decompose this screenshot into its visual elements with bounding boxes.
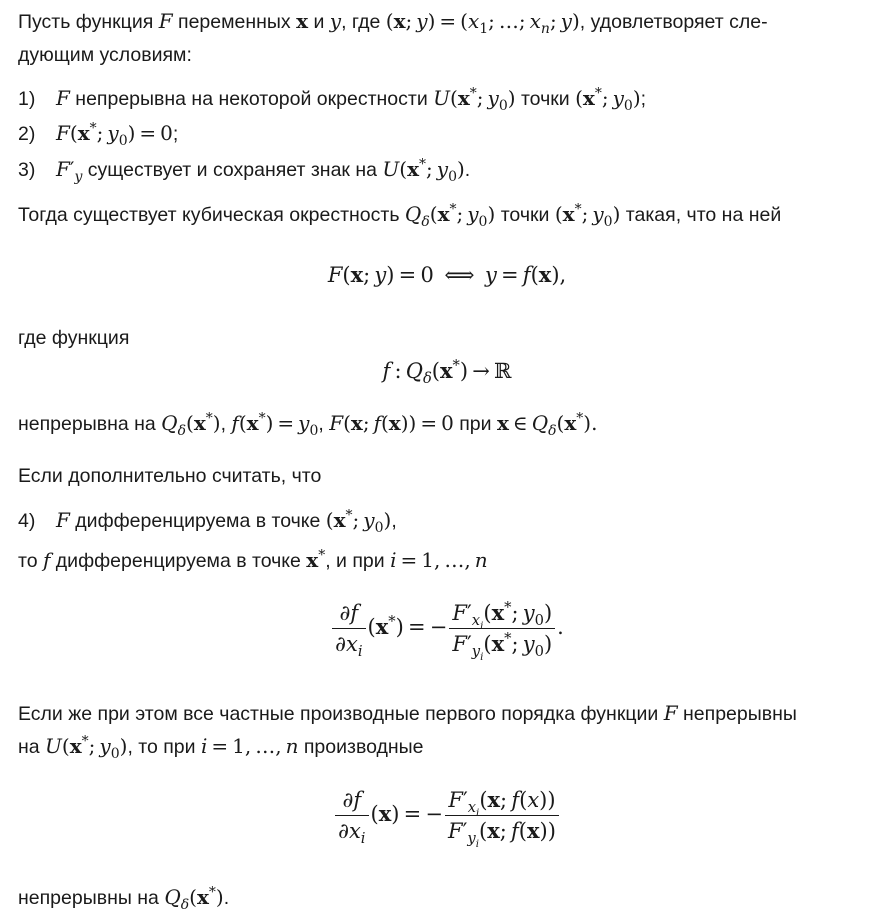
partials-text: производные: [298, 736, 424, 758]
conclusion-text: дифференцируема в точке: [50, 550, 307, 572]
additionally-text: Если дополнительно считать, что: [18, 465, 322, 487]
condition-2: 2) F(x*; $y_0) = 0$;: [18, 120, 179, 149]
continuous-text: непрерывна на: [18, 413, 162, 435]
mapping-formula: f : $Q_\delta(x^*)$ → ℝ: [382, 357, 512, 388]
condition-text: .: [464, 159, 471, 181]
intro-line-2: [18, 42, 882, 68]
final-line: непрерывны на $Q_\delta(x^*)$.: [18, 884, 230, 913]
then-text: Тогда существует кубическая окрестность: [18, 204, 405, 226]
condition-3: 3) $F'_y$ существует и сохраняет знак на U(x*; $y_0$).: [18, 156, 471, 185]
condition-4: 4) F дифференцируема в точке (x*; $y_0$),: [18, 507, 397, 536]
then-text: такая, что на ней: [620, 204, 782, 226]
conclusion-text: , и при: [325, 550, 391, 572]
partials-text: непрерывны: [677, 703, 797, 725]
conclusion-line: то f дифференцируема в точке x*, и при i = 1, …, n: [18, 547, 488, 572]
condition-text: существует и сохраняет знак на: [82, 159, 383, 181]
partials-line-2: на U(x*; $y_0$), то при i = 1, …, n производные: [18, 733, 424, 762]
condition-1: 1) F непрерывна на некоторой окрестности U(x*; $y_0$) точки (x*; $y_0$);: [18, 85, 647, 114]
continuous-text: при: [453, 413, 497, 435]
where-function-line: [18, 325, 882, 351]
intro-text: переменных: [172, 11, 297, 33]
where-function-text: где функция: [18, 327, 130, 349]
condition-text: ;: [172, 123, 179, 145]
partials-text: Если же при этом все частные производные первого порядка функции: [18, 703, 664, 725]
condition-text: точки: [515, 88, 576, 110]
intro-text: и: [308, 11, 330, 33]
equivalence-formula: F(x; y) = 0 ⟺ y = f(x),: [327, 262, 567, 287]
condition-text: ,: [391, 510, 397, 532]
partials-text: , то при: [127, 736, 201, 758]
conclusion-text: то: [18, 550, 43, 572]
condition-number: 3): [18, 159, 36, 181]
final-text: .: [223, 887, 230, 909]
intro-text: , где: [341, 11, 386, 33]
condition-number: 1): [18, 88, 36, 110]
derivative-formula-1: $\frac{\partial f}{\partial x_i}$ (x*) = − $\frac{F'_{x_i}(x^*; y_0)}{F'_{y_i}(x^*; y_0)}$ .: [0, 598, 894, 659]
final-text: непрерывны на: [18, 887, 165, 909]
continuous-line: непрерывна на $Q_\delta(x^*)$, $f(x^*) = y_0$, F(x; f(x)) = 0 при x ∈ $Q_\delta(x^*)$.: [18, 410, 598, 439]
intro-text: дующим условиям:: [18, 44, 192, 66]
intro-text: Пусть функция: [18, 11, 159, 33]
continuous-text: ,: [220, 413, 232, 435]
continuous-text: ,: [318, 413, 330, 435]
derivative-formula-2: $\frac{\partial f}{\partial x_i}$ (x) = − $\frac{F'_{x_i}(x; f(x))}{F'_{y_i}(x; f(x))}$: [0, 785, 894, 846]
then-text: точки: [495, 204, 555, 226]
condition-number: 2): [18, 123, 36, 145]
intro-line-1: Пусть функция F переменных x и y, где (x; $y) = (x_1$; …; $x_n$; y), удовлетворяет сле-: [18, 9, 768, 37]
condition-number: 4): [18, 510, 36, 532]
condition-text: непрерывна на некоторой окрестности: [69, 88, 434, 110]
then-line: Тогда существует кубическая окрестность $Q_\delta(x^*$; $y_0$) точки (x*; $y_0$) такая, что на ней: [18, 201, 782, 230]
additionally-line: [18, 463, 882, 489]
partials-line-1: Если же при этом все частные производные первого порядка функции F непрерывны: [18, 701, 797, 725]
condition-text: ;: [640, 88, 647, 110]
intro-text: , удовлетворяет сле-: [579, 11, 768, 33]
condition-text: дифференцируема в точке: [69, 510, 326, 532]
partials-text: на: [18, 736, 46, 758]
